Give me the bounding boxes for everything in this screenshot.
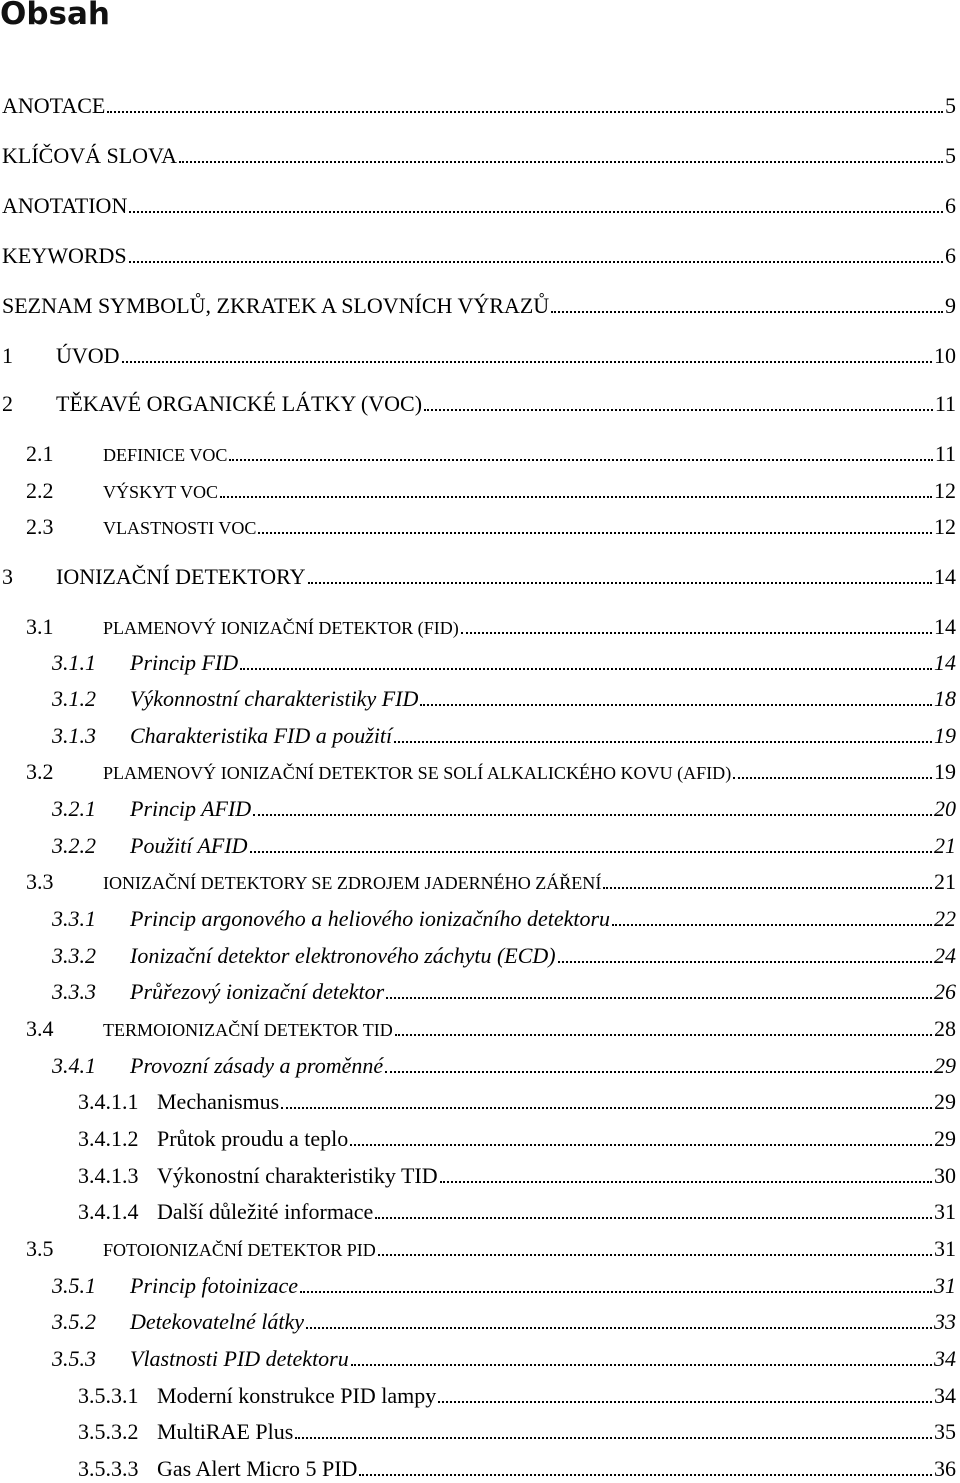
toc-entry-label: TĚKAVÉ ORGANICKÉ LÁTKY (VOC) [56, 391, 423, 416]
toc-entry-label: Použití AFID [130, 833, 248, 858]
toc-entry-page: 31 [934, 1273, 956, 1298]
toc-entry-3-4-1[interactable] [52, 1052, 956, 1080]
toc-entry-number: 3.2.2 [52, 833, 96, 858]
toc-entry-3-5-1[interactable] [52, 1272, 956, 1300]
toc-entry-page: 12 [934, 514, 956, 539]
toc-entry-page: 22 [934, 906, 956, 931]
toc-entry-page: 5 [945, 143, 956, 168]
toc-entry-number: 3.5.3.3 [78, 1456, 139, 1481]
dot-leader [350, 1144, 932, 1146]
toc-entry-3-3-3[interactable] [52, 978, 956, 1006]
toc-entry-anotace[interactable] [2, 92, 956, 120]
toc-entry-number: 3.2.1 [52, 796, 96, 821]
dot-leader [122, 361, 932, 363]
toc-entry-label: Princip FID [130, 650, 239, 675]
dot-leader [440, 1181, 932, 1183]
toc-entry-page: 26 [934, 979, 956, 1004]
toc-entry-label: IONIZAČNÍ DETEKTORY [56, 564, 306, 589]
dot-leader [395, 1034, 932, 1036]
dot-leader [129, 261, 943, 263]
toc-entry-page: 33 [934, 1309, 956, 1334]
toc-entry-page: 11 [934, 441, 956, 466]
toc-entry-number: 3.4 [26, 1016, 54, 1041]
toc-entry-page: 21 [934, 833, 956, 858]
toc-entry-label: SEZNAM SYMBOLŮ, ZKRATEK A SLOVNÍCH VÝRAZŮ [2, 293, 550, 318]
toc-entry-label: ÚVOD [56, 343, 120, 368]
toc-entry-number: 3.5.3 [52, 1346, 96, 1371]
dot-leader [295, 1437, 932, 1439]
toc-entry-label: PLAMENOVÝ IONIZAČNÍ DETEKTOR SE SOLÍ ALKALICKÉHO KOVU (AFID) [103, 763, 732, 783]
dot-leader [258, 532, 932, 534]
toc-entry-page: 35 [934, 1419, 956, 1444]
toc-entry-label: Moderní konstrukce PID lampy [157, 1383, 437, 1408]
toc-entry-page: 11 [934, 391, 956, 416]
toc-entry-3-4[interactable] [26, 1015, 956, 1044]
toc-entry-3-4-1-3[interactable] [78, 1162, 956, 1190]
toc-entry-number: 3.1.2 [52, 686, 96, 711]
toc-entry-3-5-3[interactable] [52, 1345, 956, 1373]
toc-entry-keywords[interactable] [2, 242, 956, 270]
toc-entry-number: 1 [2, 343, 13, 368]
toc-entry-page: 29 [934, 1126, 956, 1151]
dot-leader [306, 1327, 932, 1329]
toc-entry-3-1[interactable] [26, 613, 956, 642]
toc-entry-page: 6 [945, 243, 956, 268]
toc-entry-label: TERMOIONIZAČNÍ DETEKTOR TID [103, 1020, 393, 1040]
dot-leader [229, 459, 932, 461]
dot-leader [375, 1217, 932, 1219]
toc-entry-page: 6 [945, 193, 956, 218]
dot-leader [612, 924, 932, 926]
toc-entry-3-4-1-4[interactable] [78, 1198, 956, 1226]
dot-leader [240, 668, 932, 670]
toc-entry-page: 34 [934, 1383, 956, 1408]
toc-entry-number: 3.2 [26, 759, 54, 784]
dot-leader [385, 1071, 932, 1073]
toc-entry-page: 36 [934, 1456, 956, 1481]
toc-entry-3-3[interactable] [26, 868, 956, 897]
toc-entry-2[interactable] [2, 390, 956, 418]
toc-entry-label: KEYWORDS [2, 243, 127, 268]
toc-entry-number: 2 [2, 391, 13, 416]
toc-entry-number: 3.1 [26, 614, 54, 639]
toc-entry-page: 5 [945, 93, 956, 118]
toc-entry-label: IONIZAČNÍ DETEKTORY SE ZDROJEM JADERNÉHO ZÁŘENÍ [103, 873, 602, 893]
toc-entry-label: Mechanismus [157, 1089, 280, 1114]
toc-entry-3-5-2[interactable] [52, 1308, 956, 1336]
toc-entry-3-3-2[interactable] [52, 942, 956, 970]
dot-leader [281, 1107, 932, 1109]
toc-entry-number: 3 [2, 564, 13, 589]
toc-entry-number: 3.5.1 [52, 1273, 96, 1298]
dot-leader [603, 887, 932, 889]
toc-entry-label: Průtok proudu a teplo [157, 1126, 349, 1151]
toc-entry-label: Provozní zásady a proměnné [130, 1053, 384, 1078]
toc-entry-3-2[interactable] [26, 758, 956, 787]
toc-entry-page: 28 [934, 1016, 956, 1041]
toc-entry-number: 3.4.1 [52, 1053, 96, 1078]
toc-entry-number: 3.3 [26, 869, 54, 894]
dot-leader [250, 851, 932, 853]
dot-leader [438, 1401, 932, 1403]
toc-entry-number: 3.1.1 [52, 650, 96, 675]
toc-entry-number: 3.4.1.4 [78, 1199, 139, 1224]
toc-entry-page: 19 [934, 759, 956, 784]
toc-entry-label: Výkonostní charakteristiky TID [157, 1163, 438, 1188]
toc-entry-label: KLÍČOVÁ SLOVA [2, 143, 177, 168]
toc-entry-number: 3.3.1 [52, 906, 96, 931]
toc-entry-page: 24 [934, 943, 956, 968]
toc-entry-page: 12 [934, 478, 956, 503]
toc-entry-number: 3.1.3 [52, 723, 96, 748]
dot-leader [394, 741, 932, 743]
toc-entry-label: VÝSKYT VOC [103, 482, 219, 502]
toc-entry-page: 20 [934, 796, 956, 821]
dot-leader [107, 111, 943, 113]
toc-entry-label: Princip fotoinizace [130, 1273, 299, 1298]
dot-leader [424, 409, 933, 411]
toc-entry-3-1-1[interactable] [52, 649, 956, 677]
toc-entry-label: Princip AFID [130, 796, 252, 821]
dot-leader [733, 777, 932, 779]
toc-entry-1[interactable] [2, 342, 956, 370]
toc-entry-3-5-3-2[interactable] [78, 1418, 956, 1446]
toc-entry-3-4-1-1[interactable] [78, 1088, 956, 1116]
toc-entry-page: 34 [934, 1346, 956, 1371]
dot-leader [359, 1474, 932, 1476]
toc-entry-page: 31 [934, 1199, 956, 1224]
dot-leader [179, 161, 943, 163]
dot-leader [308, 582, 932, 584]
toc-entry-3-1-2[interactable] [52, 685, 956, 713]
toc-entry-number: 3.3.2 [52, 943, 96, 968]
toc-entry-number: 3.5 [26, 1236, 54, 1261]
toc-entry-number: 3.4.1.1 [78, 1089, 139, 1114]
dot-leader [300, 1291, 932, 1293]
toc-entry-label: Průřezový ionizační detektor [130, 979, 385, 1004]
dot-leader [386, 997, 932, 999]
toc-entry-label: Výkonnostní charakteristiky FID [130, 686, 419, 711]
toc-entry-page: 14 [934, 564, 956, 589]
toc-entry-page: 10 [934, 343, 956, 368]
dot-leader [551, 311, 943, 313]
toc-entry-label: VLASTNOSTI VOC [103, 518, 257, 538]
toc-entry-number: 2.1 [26, 441, 54, 466]
toc-entry-number: 3.3.3 [52, 979, 96, 1004]
toc-entry-page: 29 [934, 1089, 956, 1114]
toc-entry-2-1[interactable] [26, 440, 956, 469]
toc-entry-number: 3.4.1.2 [78, 1126, 139, 1151]
toc-entry-3-5[interactable] [26, 1235, 956, 1264]
toc-entry-page: 30 [934, 1163, 956, 1188]
toc-entry-label: ANOTATION [2, 193, 128, 218]
toc-entry-anotation[interactable] [2, 192, 956, 220]
dot-leader [420, 704, 932, 706]
toc-entry-3-2-2[interactable] [52, 832, 956, 860]
dot-leader [253, 814, 932, 816]
toc-entry-3-3-1[interactable] [52, 905, 956, 933]
toc-entry-number: 3.5.2 [52, 1309, 96, 1334]
toc-entry-page: 31 [934, 1236, 956, 1261]
toc-entry-2-3[interactable] [26, 513, 956, 542]
toc-entry-label: FOTOIONIZAČNÍ DETEKTOR PID [103, 1240, 376, 1260]
toc-entry-label: Charakteristika FID a použití [130, 723, 393, 748]
toc-entry-label: Gas Alert Micro 5 PID [157, 1456, 358, 1481]
dot-leader [558, 961, 932, 963]
toc-entry-number: 2.3 [26, 514, 54, 539]
toc-entry-klicova-slova[interactable] [2, 142, 956, 170]
toc-entry-number: 3.5.3.1 [78, 1383, 139, 1408]
toc-entry-number: 3.4.1.3 [78, 1163, 139, 1188]
toc-entry-label: Detekovatelné látky [130, 1309, 305, 1334]
toc-entry-page: 14 [934, 650, 956, 675]
page-title: Obsah [0, 0, 110, 32]
dot-leader [220, 496, 932, 498]
toc-entry-3-5-3-1[interactable] [78, 1382, 956, 1410]
dot-leader [378, 1254, 932, 1256]
toc-entry-label: DEFINICE VOC [103, 445, 228, 465]
toc-entry-label: Vlastnosti PID detektoru [130, 1346, 349, 1371]
toc-entry-3-1-3[interactable] [52, 722, 956, 750]
toc-entry-page: 29 [934, 1053, 956, 1078]
dot-leader [461, 632, 932, 634]
toc-entry-3-5-3-3[interactable] [78, 1455, 956, 1483]
toc-entry-number: 2.2 [26, 478, 54, 503]
toc-entry-page: 21 [934, 869, 956, 894]
toc-entry-label: Ionizační detektor elektronového záchytu (ECD) [130, 943, 556, 968]
toc-entry-label: Princip argonového a heliového ionizačního detektoru [130, 906, 611, 931]
toc-entry-3-2-1[interactable] [52, 795, 956, 823]
toc-entry-label: PLAMENOVÝ IONIZAČNÍ DETEKTOR (FID) [103, 618, 459, 638]
toc-entry-seznam-symbolu[interactable] [2, 292, 956, 320]
toc-entry-label: MultiRAE Plus [157, 1419, 294, 1444]
toc-entry-page: 18 [934, 686, 956, 711]
toc-entry-label: ANOTACE [2, 93, 106, 118]
toc-entry-page: 9 [945, 293, 956, 318]
toc-entry-page: 14 [934, 614, 956, 639]
toc-entry-label: Další důležité informace [157, 1199, 374, 1224]
toc-entry-3-4-1-2[interactable] [78, 1125, 956, 1153]
toc-entry-2-2[interactable] [26, 477, 956, 506]
dot-leader [129, 211, 943, 213]
dot-leader [351, 1364, 932, 1366]
toc-entry-page: 19 [934, 723, 956, 748]
toc-entry-number: 3.5.3.2 [78, 1419, 139, 1444]
toc-entry-3[interactable] [2, 563, 956, 591]
